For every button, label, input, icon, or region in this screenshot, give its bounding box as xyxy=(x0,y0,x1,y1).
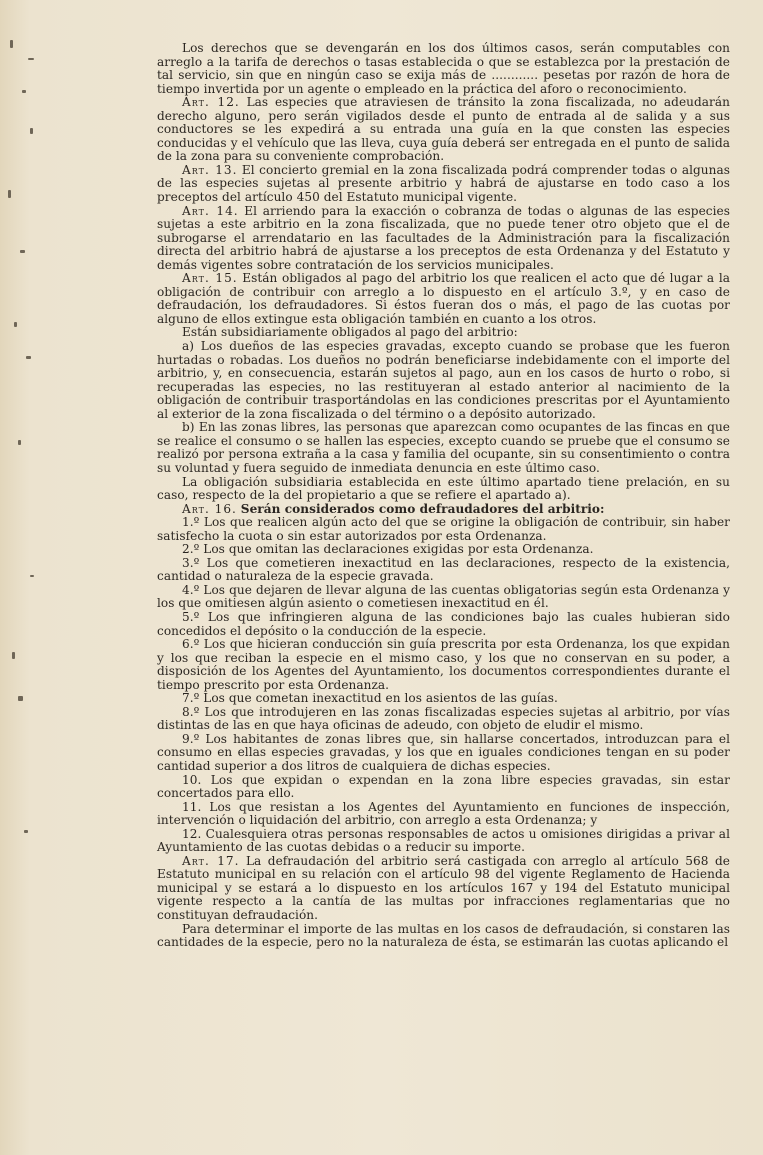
paragraph: Los derechos que se devengarán en los dos últimos casos, serán computables con arreglo a la tarifa de derechos o tasas establecida o que se establezca por la prestación de tal servicio, sin que en ningún caso se exija más de ............ pesetas por razón de hora de tiempo invertida por un agente o empleado en la práctica del aforo o reconocimiento. xyxy=(157,41,730,96)
list-item: 5.º Los que infringieren alguna de las condiciones bajo las cuales hubieran sido concedidos el depósito o la conducción de la especie. xyxy=(157,609,730,638)
article-label: Art. 13. xyxy=(182,162,238,177)
paragraph: a) Los dueños de las especies gravadas, excepto cuando se probase que les fueron hurtadas o robadas. Los dueños no podrán beneficiarse indebidamente con el importe del arbitrio, y, en consecuencia, estarán sujetos al pago, aun en los casos de hurto o robo, si recuperadas las especies, no las restituyeran al estado anterior al nacimiento de la obligación de contribuir trasportándolas en las condiciones prescritas por el Ayuntamiento al exterior de la zona fiscalizada o del término o a depósito autorizado. xyxy=(157,339,730,421)
margin-mark xyxy=(12,652,15,659)
article-text: El arriendo para la exacción o cobranza de todas o algunas de las especies sujetas a este arbitrio en la zona fiscalizada, que no puede tener otro objeto que el de subrogarse el arrendatario en las facultades de la Administración para la fiscalización directa del arbitrio habrá de ajustarse a los preceptos de esta Ordenanza y del Estatuto y demás vigentes sobre contratación de los servicios municipales. xyxy=(157,203,730,272)
margin-mark xyxy=(22,90,26,93)
margin-mark xyxy=(8,190,11,198)
article-13 xyxy=(157,164,730,205)
list-item: 3.º Los que cometieren inexactitud en las declaraciones, respecto de la existencia, cantidad o naturaleza de la especie gravada. xyxy=(157,555,730,584)
margin-mark xyxy=(18,440,21,445)
margin-marks xyxy=(0,0,40,1155)
article-text: Serán considerados como defraudadores del arbitrio: xyxy=(240,501,605,516)
list-item: 8.º Los que introdujeren en las zonas fiscalizadas especies sujetas al arbitrio, por vías distintas de las en que haya oficinas de adeudo, con objeto de eludir el mismo. xyxy=(157,704,730,733)
paragraph: Están subsidiariamente obligados al pago del arbitrio: xyxy=(182,325,518,340)
margin-mark xyxy=(24,830,28,833)
list-item: 11. Los que resistan a los Agentes del Ayuntamiento en funciones de inspección, intervención o liquidación del arbitrio, con arreglo a esta Ordenanza; y xyxy=(157,799,730,828)
paragraph: La obligación subsidiaria establecida en este último apartado tiene prelación, en su caso, respecto de la del propietario a que se refiere el apartado a). xyxy=(157,474,730,503)
article-label: Art. 16. xyxy=(182,501,237,516)
article-text: El concierto gremial en la zona fiscalizada podrá comprender todas o algunas de las especies sujetas al presente arbitrio y habrá de ajustarse en todo caso a los preceptos del artículo 450 del Estatuto municipal vigente. xyxy=(157,162,730,205)
list-item: 6.º Los que hicieran conducción sin guía prescrita por esta Ordenanza, los que expidan y los que reciban la especie en el mismo caso, y los que no conservan en su poder, a disposición de los Agentes del Ayuntamiento, los documentos correspondientes durante el tiempo prescrito por esta Ordenanza. xyxy=(157,637,730,692)
list-item: 10. Los que expidan o expendan en la zona libre especies gravadas, sin estar concertados para ello. xyxy=(157,772,730,801)
list-item: 7.º Los que cometan inexactitud en los asientos de las guías. xyxy=(182,691,558,706)
paragraph: Para determinar el importe de las multas en los casos de defraudación, si constaren las cantidades de la especie, pero no la naturaleza de ésta, se estimarán las cuotas aplicando el xyxy=(157,921,730,950)
article-15 xyxy=(157,272,730,326)
document-body xyxy=(157,42,730,950)
margin-mark xyxy=(26,356,31,359)
margin-mark xyxy=(28,58,34,60)
article-label: Art. 15. xyxy=(182,271,238,286)
article-text: Están obligados al pago del arbitrio los que realicen el acto que dé lugar a la obligación de contribuir con arreglo a lo dispuesto en el artículo 3.º, y en caso de defraudación, los defraudadores. Si éstos fueran dos o más, el pago de las cuotas por alguno de ellos extingue esta obligación también en cuanto a los otros. xyxy=(157,271,730,326)
article-text: La defraudación del arbitrio será castigada con arreglo al artículo 568 de Estatuto municipal en su relación con el artículo 98 del vigente Reglamento de Hacienda municipal y se estará a lo dispuesto en los artículos 167 y 194 del Estatuto municipal vigente respecto a la cantía de las multas por infracciones reglamentarias que no constituyan defraudación. xyxy=(157,853,730,922)
article-14 xyxy=(157,205,730,273)
list-item: 2.º Los que omitan las declaraciones exigidas por esta Ordenanza. xyxy=(182,542,594,557)
margin-mark xyxy=(10,40,13,48)
article-17 xyxy=(157,855,730,923)
list-item: 4.º Los que dejaren de llevar alguna de las cuentas obligatorias según esta Ordenanza y los que omitiesen algún asiento o cometiesen inexactitud en él. xyxy=(157,582,730,611)
list-item: 1.º Los que realicen algún acto del que se origine la obligación de contribuir, sin haber satisfecho la cuota o sin estar autorizados por esta Ordenanza. xyxy=(157,515,730,543)
paragraph: b) En las zonas libres, las personas que aparezcan como ocupantes de las fincas en que se realice el consumo o se hallen las especies, excepto cuando se pruebe que el consumo se realizó por persona extraña a la casa y familia del ocupante, sin su consentimiento o contra su voluntad y fuera seguido de inmediata denuncia en este último caso. xyxy=(157,420,730,475)
article-12 xyxy=(157,96,730,164)
article-label: Art. 12. xyxy=(182,95,240,110)
margin-mark xyxy=(30,128,33,134)
list-item: 12. Cualesquiera otras personas responsables de actos u omisiones dirigidas a privar al Ayuntamiento de las cuotas debidas o a reducir su importe. xyxy=(157,826,730,855)
margin-mark xyxy=(30,575,34,577)
margin-mark xyxy=(20,250,25,253)
article-text: Las especies que atraviesen de tránsito la zona fiscalizada, no adeudarán derecho alguno, pero serán vigilados desde el punto de entrada al de salida y a sus conductores se les expedirá a su entrada una guía en la que consten las especies conducidas y el vehículo que las lleva, cuya guía deberá ser entregada en el punto de salida de la zona para su conveniente comprobación. xyxy=(157,95,730,164)
margin-mark xyxy=(14,322,17,327)
article-16 xyxy=(157,503,730,517)
article-label: Art. 17. xyxy=(182,853,240,868)
margin-mark xyxy=(18,696,23,701)
list-item: 9.º Los habitantes de zonas libres que, sin hallarse concertados, introduzcan para el consumo en ellas especies gravadas, y los que en iguales condiciones tengan en su poder cantidad superior a dos litros de cualquiera de dichas especies. xyxy=(157,731,730,773)
article-label: Art. 14. xyxy=(182,203,239,218)
